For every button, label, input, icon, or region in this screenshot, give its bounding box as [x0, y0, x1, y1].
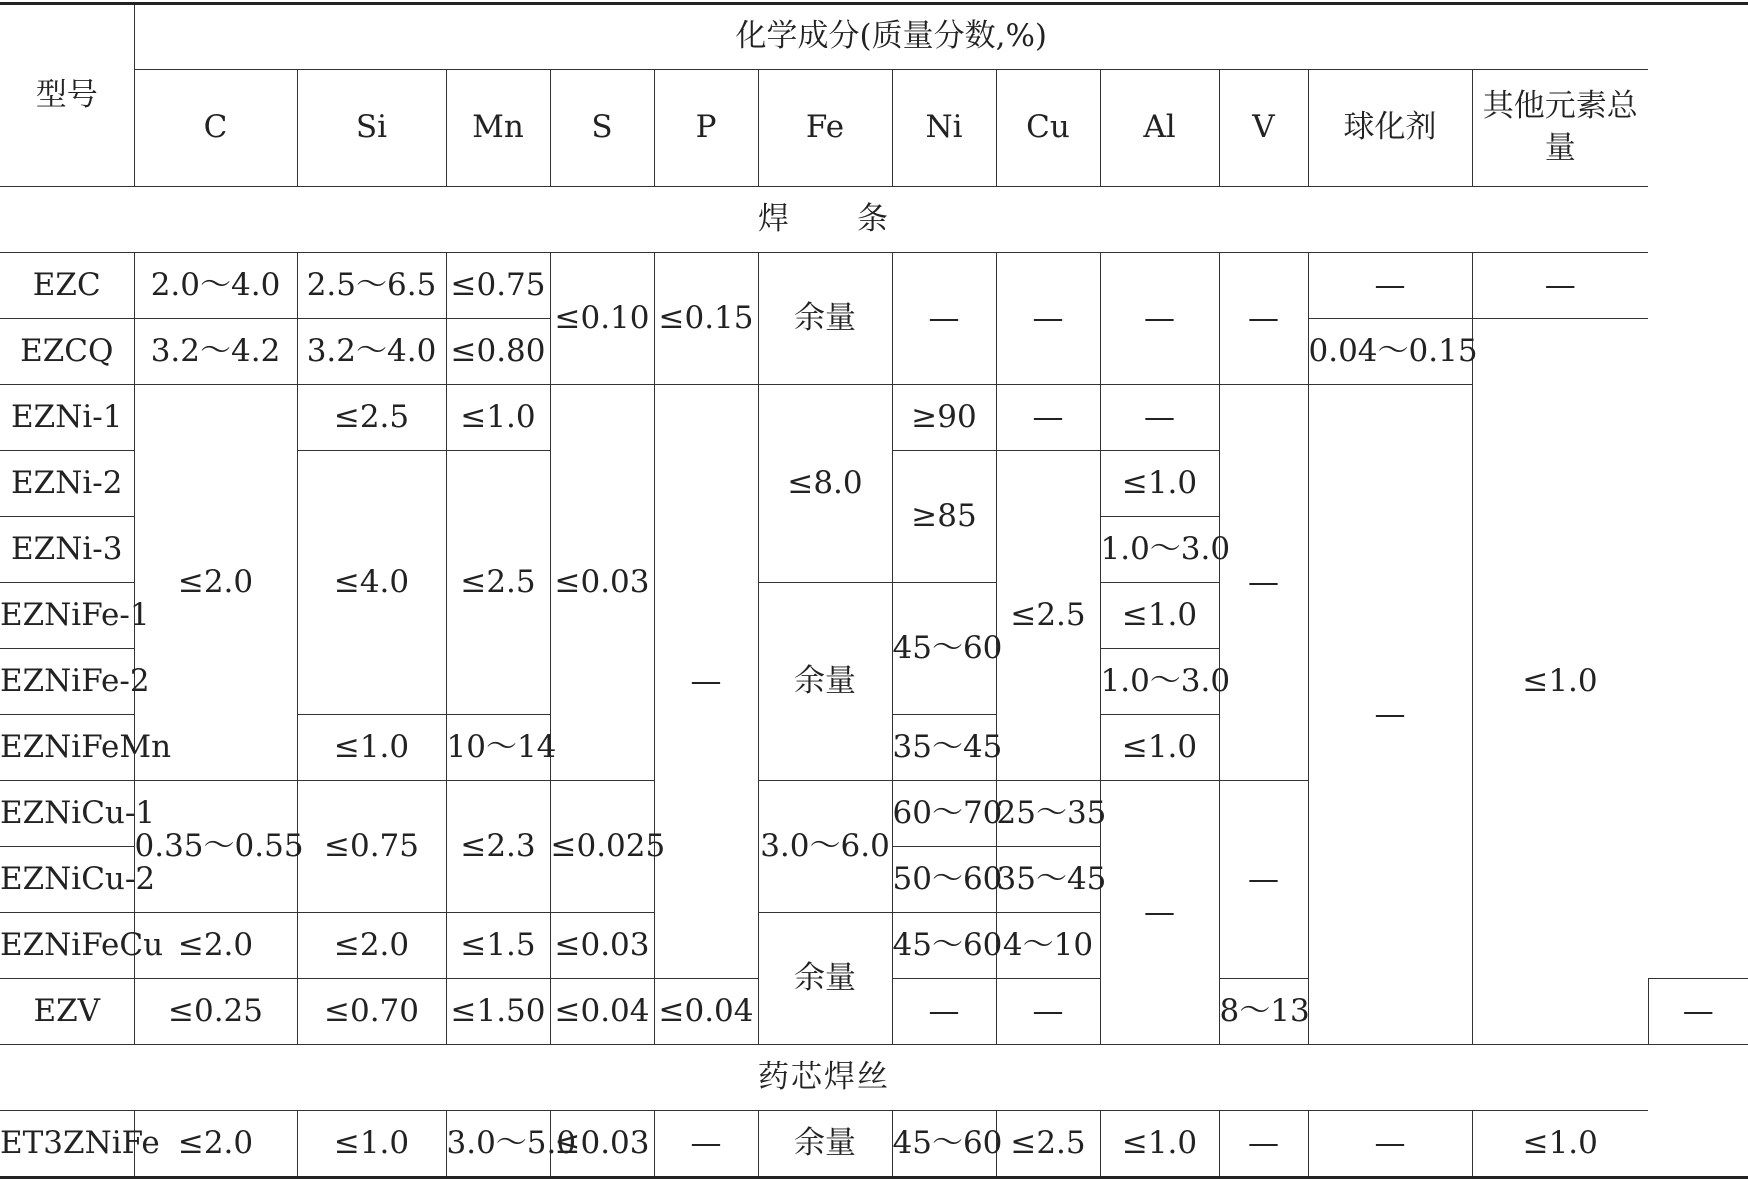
section-row-flux-cored [0, 1045, 1748, 1111]
cell-spheroidizer: — [1308, 253, 1472, 319]
cell-model: EZNiFe-1 [0, 583, 134, 649]
cell-model: EZCQ [0, 319, 134, 385]
cell-mn: ≤2.5 [446, 451, 550, 715]
cell-spheroidizer: 0.04～0.15 [1308, 319, 1472, 385]
header-col-p: P [654, 70, 758, 187]
cell-spheroidizer: — [1308, 385, 1472, 1045]
cell-mn: 10～14 [446, 715, 550, 781]
cell-mn: ≤1.0 [446, 385, 550, 451]
cell-model: EZNiFeCu [0, 913, 134, 979]
cell-fe: 余量 [758, 913, 892, 1045]
cell-si: ≤4.0 [297, 451, 446, 715]
header-col-al: Al [1100, 70, 1219, 187]
cell-model: EZNi-1 [0, 385, 134, 451]
table-row [0, 1111, 1748, 1178]
cell-spheroidizer: — [1308, 1111, 1472, 1178]
cell-cu: ≤2.5 [996, 1111, 1100, 1178]
cell-model: EZNi-2 [0, 451, 134, 517]
cell-other: — [1472, 253, 1648, 319]
cell-s: ≤0.03 [550, 913, 654, 979]
cell-model: EZNiCu-1 [0, 781, 134, 847]
cell-ni: — [892, 253, 996, 385]
cell-model: EZNiCu-2 [0, 847, 134, 913]
header-col-v: V [1219, 70, 1308, 187]
header-col-cu: Cu [996, 70, 1100, 187]
header-col-mn: Mn [446, 70, 550, 187]
cell-c: 0.35～0.55 [134, 781, 297, 913]
cell-cu: — [996, 253, 1100, 385]
cell-si: ≤1.0 [297, 1111, 446, 1178]
cell-p: — [654, 385, 758, 979]
cell-mn: ≤2.3 [446, 781, 550, 913]
cell-p: — [654, 1111, 758, 1178]
cell-mn: 3.0～5.0 [446, 1111, 550, 1178]
cell-v: 8～13 [1219, 979, 1308, 1045]
cell-al: — [1100, 253, 1219, 385]
cell-al: — [1100, 385, 1219, 451]
cell-model: EZC [0, 253, 134, 319]
cell-other: ≤1.0 [1472, 319, 1648, 1045]
cell-model: EZV [0, 979, 134, 1045]
cell-mn: ≤1.5 [446, 913, 550, 979]
cell-model: EZNiFe-2 [0, 649, 134, 715]
cell-si: ≤0.75 [297, 781, 446, 913]
cell-fe: ≤8.0 [758, 385, 892, 583]
cell-ni: ≥90 [892, 385, 996, 451]
cell-fe: 余量 [758, 253, 892, 385]
cell-ni: 45～60 [892, 1111, 996, 1178]
cell-model: EZNiFeMn [0, 715, 134, 781]
cell-cu: 35～45 [996, 847, 1100, 913]
cell-c: ≤2.0 [134, 1111, 297, 1178]
cell-si: ≤2.0 [297, 913, 446, 979]
cell-s: ≤0.03 [550, 385, 654, 781]
table-row [0, 253, 1748, 319]
header-col-fe: Fe [758, 70, 892, 187]
cell-v: — [1219, 781, 1308, 979]
cell-v: — [1219, 385, 1308, 781]
cell-ni: 60～70 [892, 781, 996, 847]
cell-c: ≤2.0 [134, 913, 297, 979]
cell-c: ≤0.25 [134, 979, 297, 1045]
cell-al: ≤1.0 [1100, 715, 1219, 781]
cell-model: EZNi-3 [0, 517, 134, 583]
header-col-s: S [550, 70, 654, 187]
cell-ni: 45～60 [892, 583, 996, 715]
header-col-si: Si [297, 70, 446, 187]
cell-cu: 25～35 [996, 781, 1100, 847]
section-title-electrode: 焊 条 [0, 187, 1648, 253]
cell-cu: — [996, 979, 1100, 1045]
cell-cu: ≤2.5 [996, 451, 1100, 781]
cell-other: — [1648, 979, 1748, 1045]
cell-p: ≤0.15 [654, 253, 758, 385]
section-title-flux-cored: 药芯焊丝 [0, 1045, 1648, 1111]
cell-v: — [1219, 253, 1308, 385]
cell-si: ≤2.5 [297, 385, 446, 451]
cell-si: ≤0.70 [297, 979, 446, 1045]
cell-fe: 3.0～6.0 [758, 781, 892, 913]
header-row-2 [0, 70, 1748, 187]
cell-c: 2.0～4.0 [134, 253, 297, 319]
cell-si: 3.2～4.0 [297, 319, 446, 385]
header-col-spheroidizer: 球化剂 [1308, 70, 1472, 187]
cell-ni: 50～60 [892, 847, 996, 913]
header-composition-group: 化学成分(质量分数,%) [134, 4, 1648, 70]
cell-cu: — [996, 385, 1100, 451]
cell-mn: ≤0.80 [446, 319, 550, 385]
section-row-electrode [0, 187, 1748, 253]
cell-other: ≤1.0 [1472, 1111, 1648, 1178]
header-col-c: C [134, 70, 297, 187]
cell-p: ≤0.04 [654, 979, 758, 1045]
cell-ni: 35～45 [892, 715, 996, 781]
cell-c: ≤2.0 [134, 385, 297, 781]
cell-s: ≤0.10 [550, 253, 654, 385]
cell-ni: ≥85 [892, 451, 996, 583]
chemical-composition-table [0, 2, 1748, 1179]
cell-fe: 余量 [758, 1111, 892, 1178]
cell-model: ET3ZNiFe [0, 1111, 134, 1178]
cell-c: 3.2～4.2 [134, 319, 297, 385]
cell-al: ≤1.0 [1100, 1111, 1219, 1178]
cell-ni: 45～60 [892, 913, 996, 979]
header-col-ni: Ni [892, 70, 996, 187]
cell-al: ≤1.0 [1100, 451, 1219, 517]
cell-fe: 余量 [758, 583, 892, 781]
cell-s: ≤0.04 [550, 979, 654, 1045]
cell-mn: ≤1.50 [446, 979, 550, 1045]
cell-s: ≤0.025 [550, 781, 654, 913]
cell-cu: 4～10 [996, 913, 1100, 979]
cell-al: 1.0～3.0 [1100, 517, 1219, 583]
cell-al: — [1100, 781, 1219, 1045]
cell-si: ≤1.0 [297, 715, 446, 781]
cell-al: ≤1.0 [1100, 583, 1219, 649]
cell-si: 2.5～6.5 [297, 253, 446, 319]
cell-al: 1.0～3.0 [1100, 649, 1219, 715]
cell-mn: ≤0.75 [446, 253, 550, 319]
cell-s: ≤0.03 [550, 1111, 654, 1178]
cell-ni: — [892, 979, 996, 1045]
header-model: 型号 [0, 4, 134, 187]
header-row-1 [0, 4, 1748, 70]
header-col-other-elements: 其他元素总量 [1472, 70, 1648, 187]
cell-v: — [1219, 1111, 1308, 1178]
